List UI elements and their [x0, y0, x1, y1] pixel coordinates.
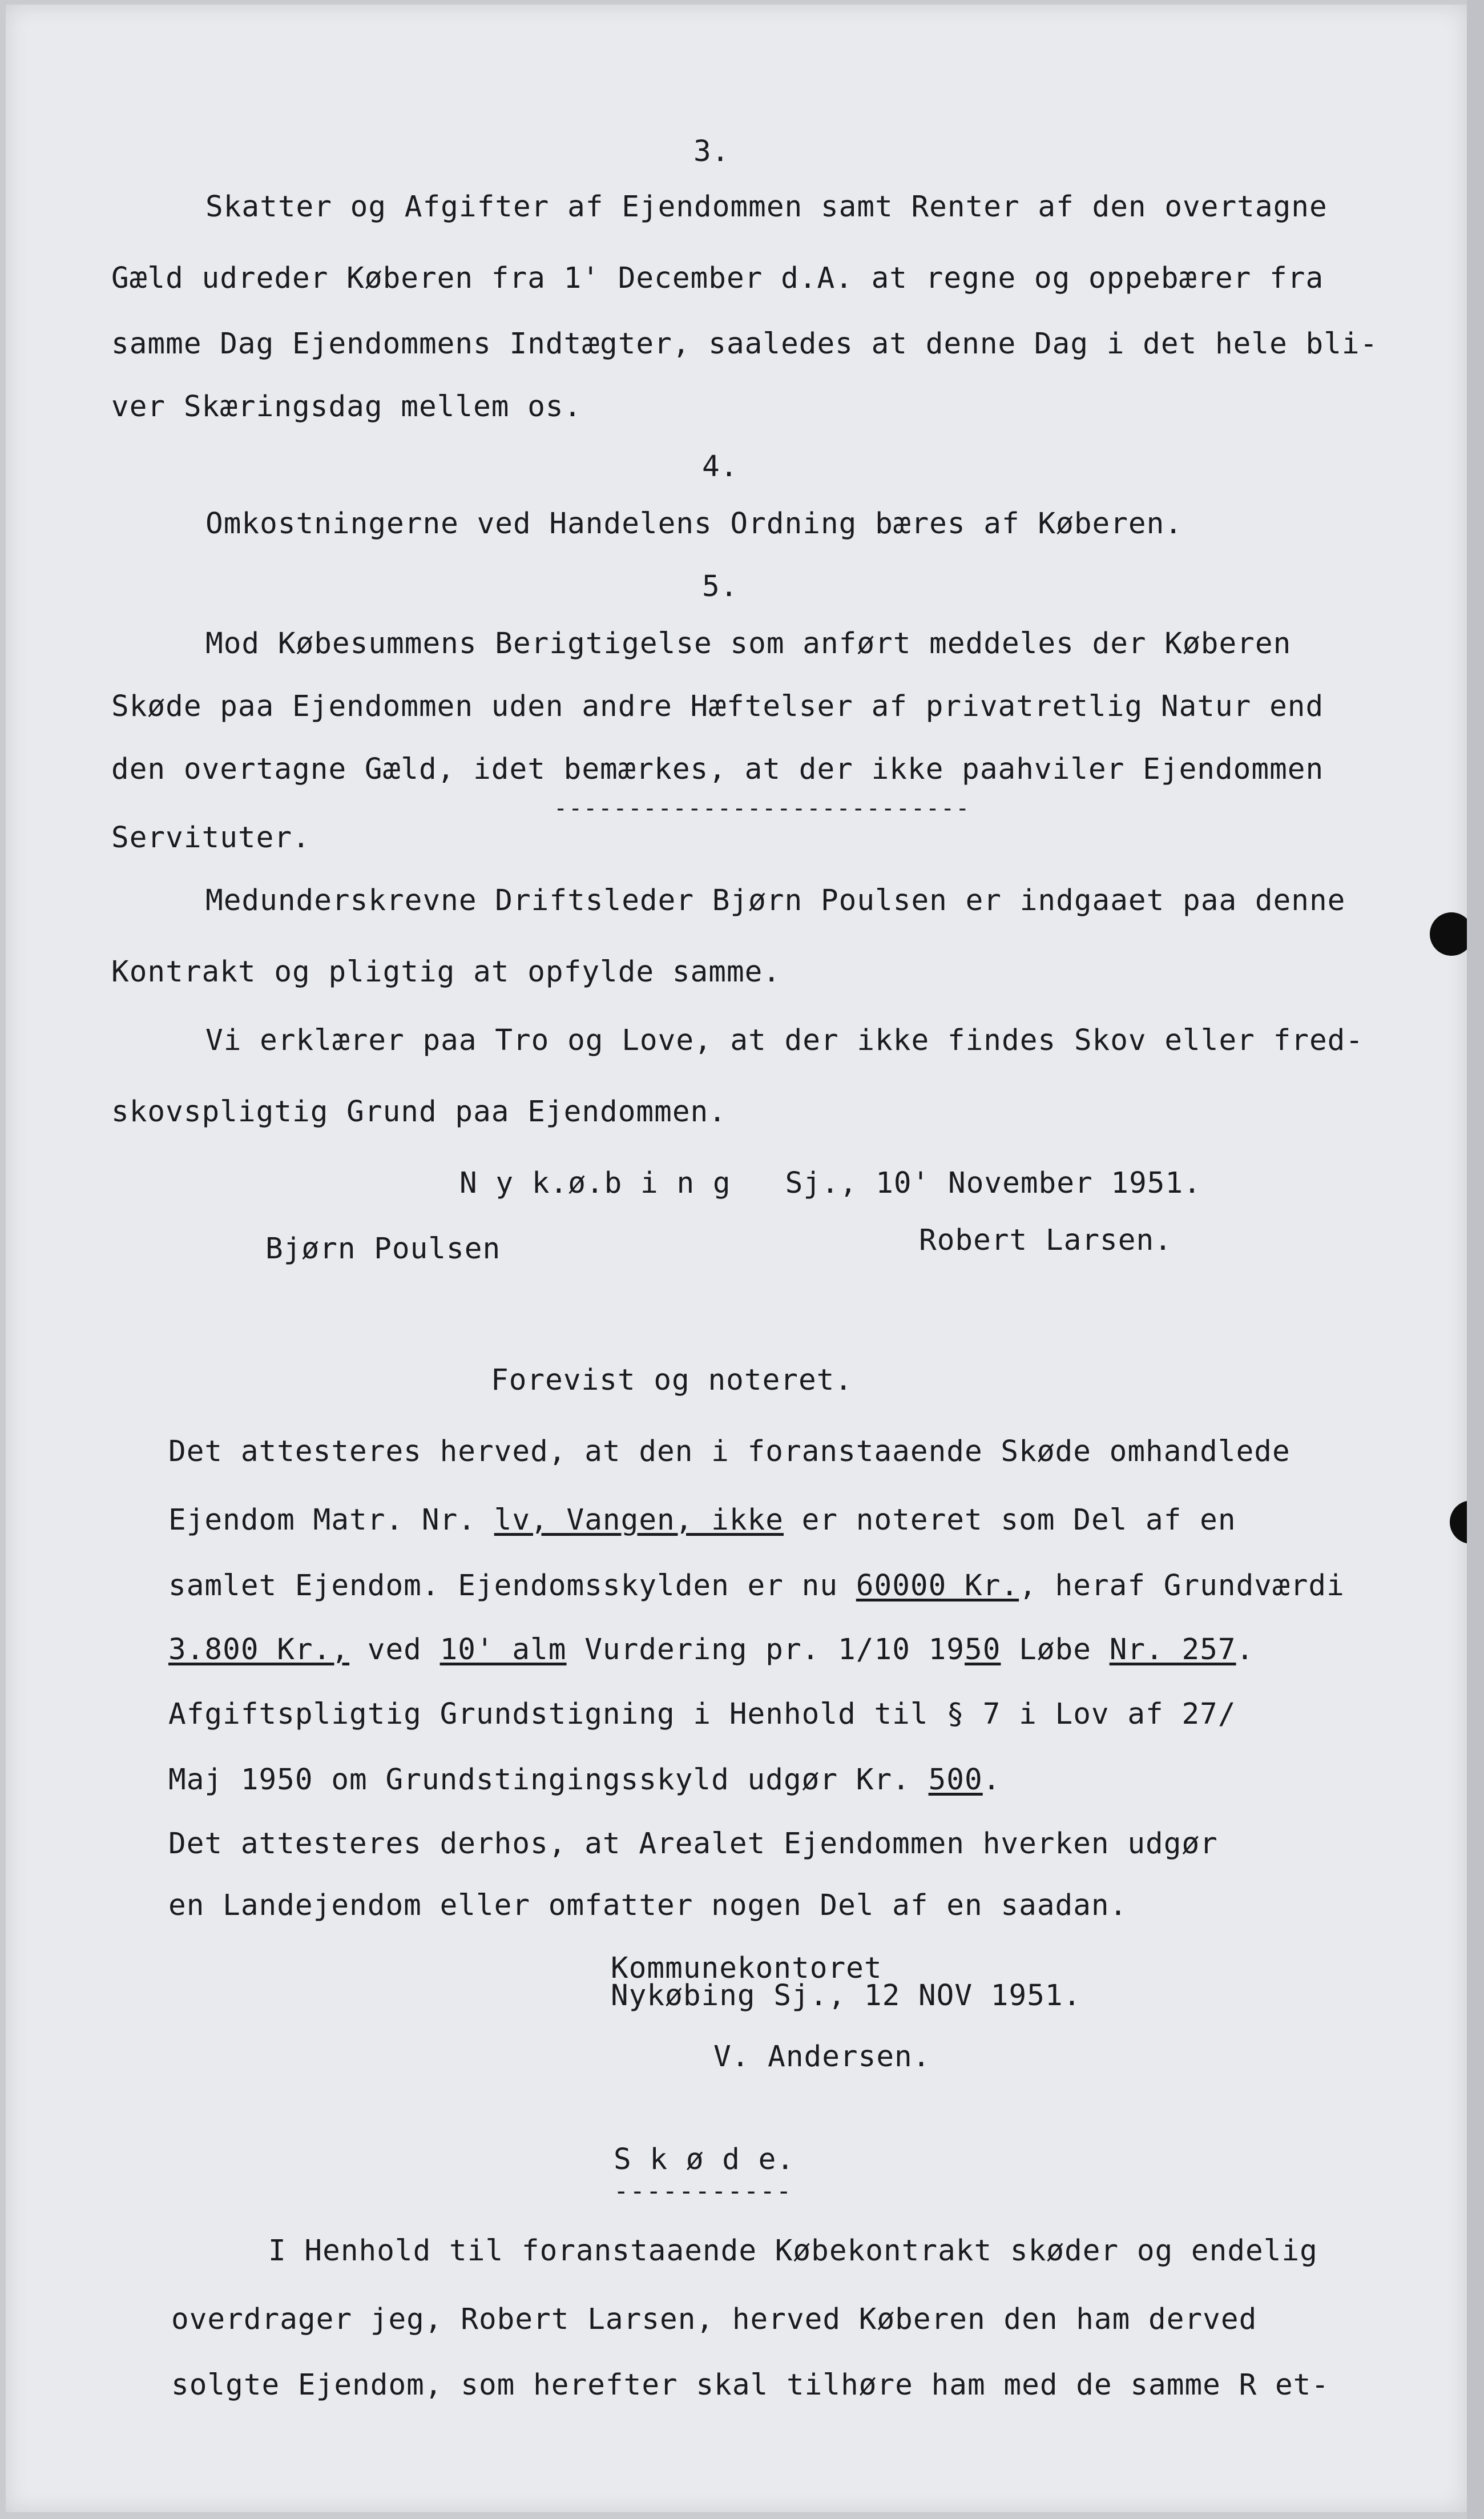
notation-line-8: en Landejendom eller omfatter nogen Del af en saadan.	[168, 1889, 1128, 1922]
notation-heading: Forevist og noteret.	[491, 1363, 853, 1397]
notation-underlined-amount: 500	[928, 1763, 983, 1797]
notation-underlined-parcel: lv, Vangen, ikke	[494, 1503, 784, 1537]
declaration-line-2: skovspligtig Grund paa Ejendommen.	[111, 1095, 727, 1129]
page-edge	[1467, 0, 1484, 2519]
document-page	[6, 5, 1467, 2512]
notation-underlined-number: Nr. 257	[1109, 1633, 1236, 1667]
section-5-line-4: Servituter.	[111, 821, 310, 855]
deed-heading: S k ø d e.	[614, 2143, 795, 2176]
section-number-5: 5.	[702, 570, 739, 603]
deed-heading-underline: -----------	[614, 2176, 793, 2206]
co-signer-line-2: Kontrakt og pligtig at opfylde samme.	[111, 955, 781, 989]
notation-line-6: Maj 1950 om Grundstingingsskyld udgør Kr. 500.	[168, 1763, 1001, 1797]
notation-line-5: Afgiftspligtig Grundstigning i Henhold til § 7 i Lov af 27/	[168, 1697, 1236, 1731]
section-5-underline: ----------------------------	[554, 795, 971, 822]
section-4-line-1: Omkostningerne ved Handelens Ordning bæres af Køberen.	[205, 507, 1183, 541]
signature-right: Robert Larsen.	[919, 1224, 1172, 1257]
notation-line-7: Det attesteres derhos, at Arealet Ejendommen hverken udgør	[168, 1827, 1218, 1861]
section-5-line-3: den overtagne Gæld, idet bemærkes, at der ikke paahviler Ejendommen	[111, 753, 1324, 786]
notation-underlined-land-value: 3.800 Kr.,	[168, 1633, 350, 1667]
notation-underlined-year: 50	[965, 1633, 1001, 1667]
section-number-4: 4.	[702, 450, 739, 484]
section-5-line-2: Skøde paa Ejendommen uden andre Hæftelser af privatretlig Natur end	[111, 690, 1324, 723]
section-3-line-1: Skatter og Afgifter af Ejendommen samt Renter af den overtagne	[205, 190, 1328, 224]
deed-line-2: overdrager jeg, Robert Larsen, herved Køberen den ham derved	[171, 2303, 1257, 2336]
notation-signer: V. Andersen.	[713, 2040, 931, 2074]
notation-line-4: 3.800 Kr., ved 10' alm Vurdering pr. 1/10 1950 Løbe Nr. 257.	[168, 1633, 1255, 1667]
section-number-3: 3.	[693, 135, 730, 168]
section-3-line-3: samme Dag Ejendommens Indtægter, saaledes at denne Dag i det hele bli-	[111, 327, 1378, 361]
notation-line-3: samlet Ejendom. Ejendomsskylden er nu 60000 Kr., heraf Grundværdi	[168, 1569, 1345, 1603]
deed-line-1: I Henhold til foranstaaende Købekontrakt skøder og endelig	[268, 2234, 1318, 2268]
co-signer-line-1: Medunderskrevne Driftsleder Bjørn Poulsen er indgaaet paa denne	[205, 884, 1346, 918]
notation-line-1: Det attesteres herved, at den i foranstaaende Skøde omhandlede	[168, 1435, 1291, 1468]
declaration-line-1: Vi erklærer paa Tro og Love, at der ikke findes Skov eller fred-	[205, 1024, 1364, 1057]
notation-office-date: Nykøbing Sj., 12 NOV 1951.	[611, 1979, 1082, 2013]
section-3-line-4: ver Skæringsdag mellem os.	[111, 390, 582, 424]
notation-line-2: Ejendom Matr. Nr. lv, Vangen, ikke er noteret som Del af en	[168, 1503, 1236, 1537]
section-3-line-2: Gæld udreder Køberen fra 1' December d.A. at regne og oppebærer fra	[111, 261, 1324, 295]
notation-office: Kommunekontoret	[611, 1951, 882, 1985]
signature-left: Bjørn Poulsen	[265, 1232, 501, 1266]
place-date: N y k.ø.b i n g Sj., 10' November 1951.	[459, 1166, 1201, 1200]
notation-underlined-valuation: 60000 Kr.	[856, 1569, 1019, 1603]
notation-underlined-assessment: 10' alm	[439, 1633, 567, 1667]
section-5-line-1: Mod Købesummens Berigtigelse som anført meddeles der Køberen	[205, 627, 1292, 661]
deed-line-3: solgte Ejendom, som herefter skal tilhøre ham med de samme R et-	[171, 2368, 1330, 2402]
